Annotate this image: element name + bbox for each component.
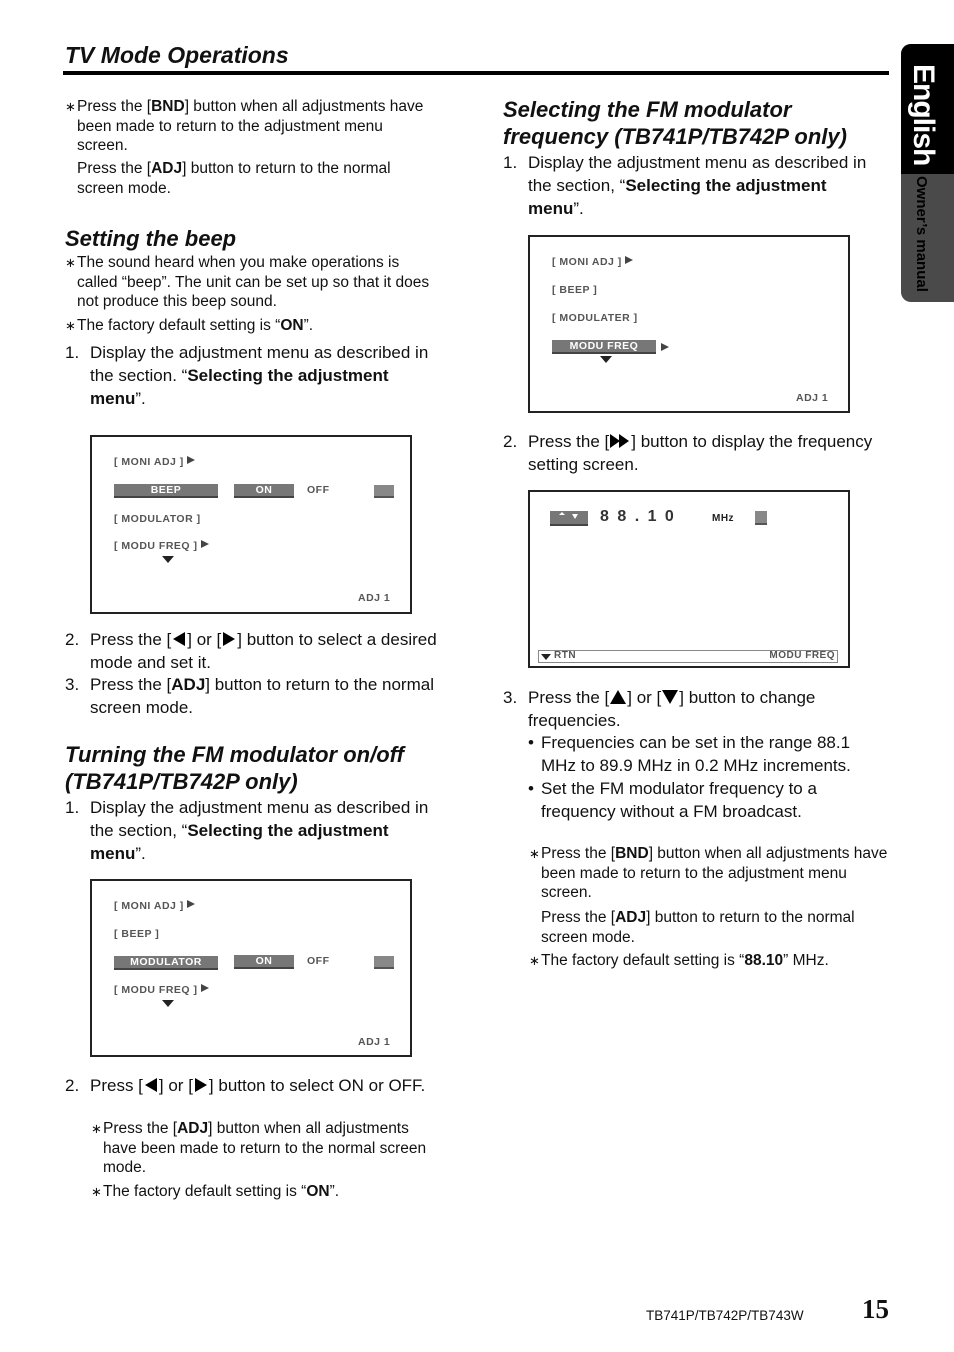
page-number: 15 xyxy=(862,1294,889,1324)
freq-heading: Selecting the FM modulator frequency (TB741P/TB742P only) xyxy=(503,97,847,149)
onoff-step-2: 2. Press [ ] or [ ] button to select ON or OFF. xyxy=(65,1076,426,1095)
right-arrow-icon xyxy=(661,343,669,351)
right-arrow-icon xyxy=(193,1077,209,1093)
language-label: English xyxy=(907,64,940,166)
onoff-heading: Turning the FM modulator on/off (TB741P/TB742P only) xyxy=(65,742,404,794)
frequency-unit: MHz xyxy=(712,513,735,524)
beep-step-3: 3. Press the [ADJ] button to return to the normal screen mode. xyxy=(65,675,434,717)
down-arrow-icon xyxy=(541,654,551,660)
down-arrow-icon xyxy=(162,556,174,563)
up-down-icon xyxy=(550,511,588,524)
down-arrow-icon xyxy=(661,689,679,705)
freq-step-2: 2. Press the [ ] button to display the frequency setting screen. xyxy=(503,432,873,474)
beep-note-default: ∗ The factory default setting is “ON”. xyxy=(77,316,437,336)
fast-forward-icon xyxy=(609,433,631,449)
on-highlight: ON xyxy=(234,484,294,498)
up-arrow-icon xyxy=(609,689,627,705)
off-label: OFF xyxy=(307,484,330,496)
modu-freq-label: MODU FREQ xyxy=(769,650,835,661)
beep-menu-screen xyxy=(90,435,412,614)
onoff-note-default: ∗ The factory default setting is “ON”. xyxy=(103,1182,443,1202)
up-down-indicator xyxy=(550,511,588,526)
right-arrow-icon xyxy=(187,456,195,464)
right-arrow-icon xyxy=(625,256,633,264)
beep-note-description: ∗ The sound heard when you make operations is called “beep”. The unit can be set up so that it does not produce this beep sound. xyxy=(77,253,437,312)
left-arrow-icon xyxy=(171,631,187,647)
intro-note-adj: Press the [ADJ] button to return to the normal screen mode. xyxy=(77,160,391,197)
screen-row-beep: [ BEEP ] xyxy=(114,928,160,940)
beep-step-2: 2. Press the [ ] or [ ] button to select a desired mode and set it. xyxy=(65,630,437,672)
scroll-indicator xyxy=(755,511,767,525)
screen-row-moni-adj: [ MONI ADJ ] xyxy=(114,900,195,912)
right-arrow-icon xyxy=(201,540,209,548)
onoff-note-adj: ∗ Press the [ADJ] button when all adjustments have been made to return to the normal screen mode. xyxy=(103,1119,443,1178)
off-label: OFF xyxy=(307,955,330,967)
down-arrow-icon xyxy=(162,1000,174,1007)
freq-menu-screen xyxy=(528,235,850,413)
screen-row-modulater: [ MODULATER ] xyxy=(552,312,638,324)
down-arrow-icon xyxy=(600,356,612,363)
right-arrow-icon xyxy=(201,984,209,992)
frequency-value: 8 8 . 1 0 xyxy=(600,508,676,525)
freq-step-3: 3. Press the [ ] or [ ] button to change frequencies. xyxy=(503,688,816,730)
freq-setting-screen xyxy=(528,490,850,668)
left-arrow-icon xyxy=(143,1077,159,1093)
screen-footer: ADJ 1 xyxy=(358,592,391,604)
modu-freq-highlight: MODU FREQ xyxy=(552,340,656,354)
language-tab xyxy=(901,44,954,302)
freq-step-1: 1. Display the adjustment menu as described in the section, “Selecting the adjustment menu”. xyxy=(503,153,867,218)
rtn-label: RTN xyxy=(554,650,577,661)
freq-note-adj: Press the [ADJ] button to return to the normal screen mode. xyxy=(541,909,855,946)
section-title: TV Mode Operations xyxy=(65,42,289,68)
scroll-indicator xyxy=(374,485,394,498)
freq-note-bnd: ∗ Press the [BND] button when all adjustments have been made to return to the adjustment menu screen. xyxy=(541,844,891,903)
manual-label: Owner’s manual xyxy=(913,176,930,292)
screen-footer: ADJ 1 xyxy=(358,1036,391,1048)
screen-row-modu-freq: [ MODU FREQ ] xyxy=(114,540,209,552)
on-highlight: ON xyxy=(234,955,294,969)
modulator-menu-screen xyxy=(90,879,412,1057)
footer-model: TB741P/TB742P/TB743W xyxy=(646,1308,804,1323)
freq-note-default: ∗ The factory default setting is “88.10” MHz. xyxy=(541,951,891,971)
freq-bullet-broadcast: • Set the FM modulator frequency to a frequency without a FM broadcast. xyxy=(541,777,881,823)
header-rule xyxy=(63,71,889,75)
modulator-highlight: MODULATOR xyxy=(114,956,218,970)
screen-row-moni-adj: [ MONI ADJ ] xyxy=(114,456,195,468)
freq-footer-bar xyxy=(538,650,838,663)
screen-row-moni-adj: [ MONI ADJ ] xyxy=(552,256,633,268)
right-arrow-icon xyxy=(221,631,237,647)
scroll-indicator xyxy=(374,956,394,969)
onoff-step-1: 1. Display the adjustment menu as described in the section, “Selecting the adjustment menu”. xyxy=(65,798,429,863)
right-arrow-icon xyxy=(187,900,195,908)
beep-highlight: BEEP xyxy=(114,484,218,498)
screen-row-modulator: [ MODULATOR ] xyxy=(114,513,201,525)
beep-heading: Setting the beep xyxy=(65,226,237,251)
beep-step-1: 1. Display the adjustment menu as described in the section. “Selecting the adjustment menu”. xyxy=(65,343,429,408)
screen-row-beep: [ BEEP ] xyxy=(552,284,598,296)
freq-bullet-range: • Frequencies can be set in the range 88.1 MHz to 89.9 MHz in 0.2 MHz increments. xyxy=(541,731,881,777)
screen-footer: ADJ 1 xyxy=(796,392,829,404)
screen-row-modu-freq: [ MODU FREQ ] xyxy=(114,984,209,996)
intro-note-bnd: ∗ Press the [BND] button when all adjustments have been made to return to the adjustment menu screen. xyxy=(77,97,427,156)
